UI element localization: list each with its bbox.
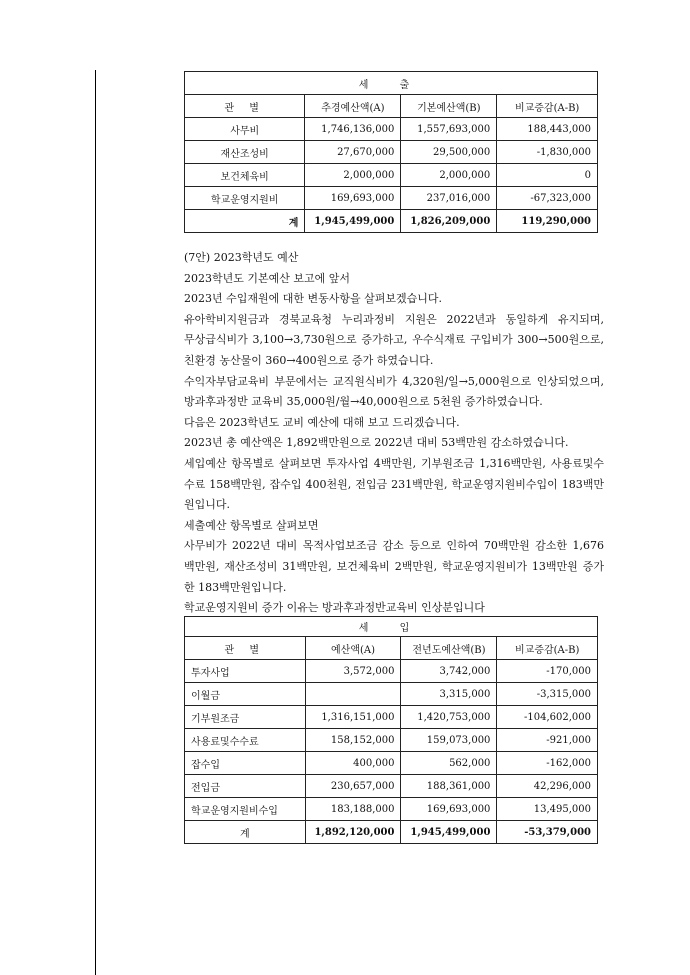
cell-value: 188,361,000 <box>401 775 497 798</box>
table-row <box>185 164 598 187</box>
revenue-table-header-row <box>185 637 598 660</box>
table-row <box>185 187 598 210</box>
table-row <box>185 729 598 752</box>
cell-value: -170,000 <box>497 660 598 683</box>
table-row <box>185 683 598 706</box>
expense-table-header-row <box>185 95 598 118</box>
cell-value: -162,000 <box>497 752 598 775</box>
left-margin-line <box>95 70 96 975</box>
cell-value: 183,188,000 <box>305 798 401 821</box>
section-heading: (7안) 2023학년도 예산 <box>184 251 299 264</box>
cell-value: 3,315,000 <box>401 683 497 706</box>
cell-value: 27,670,000 <box>305 141 401 164</box>
header-supplementary-budget: 추경예산액(A) <box>305 95 401 118</box>
paragraph-line: 세입예산 항목별로 살펴보면 투자사업 4백만원, 기부원조금 1,316백만원, 사용료및수 <box>184 456 604 470</box>
cell-value: 42,296,000 <box>497 775 598 798</box>
cell-value: 2,000,000 <box>305 164 401 187</box>
paragraph-line: 수료 158백만원, 잡수입 400천원, 전입금 231백만원, 학교운영지원비수입이 183백만 <box>184 477 604 491</box>
cell-value: 230,657,000 <box>305 775 401 798</box>
paragraph-line: 친환경 농산물이 360→400원으로 증가 하였습니다. <box>184 353 434 367</box>
header-difference: 비교증감(A-B) <box>497 637 598 660</box>
paragraph-line: 세출예산 항목별로 살펴보면 <box>184 518 319 532</box>
cell-value: -104,602,000 <box>497 706 598 729</box>
table-row <box>185 706 598 729</box>
row-label: 보건체육비 <box>185 164 305 187</box>
table-row <box>185 660 598 683</box>
cell-value: 1,316,151,000 <box>305 706 401 729</box>
total-value: 1,826,209,000 <box>401 210 497 233</box>
cell-value: -1,830,000 <box>497 141 598 164</box>
revenue-table-total-row <box>185 821 598 844</box>
paragraph-line: 다음은 2023학년도 교비 예산에 대해 보고 드리겠습니다. <box>184 415 460 429</box>
report-body-text <box>184 248 604 619</box>
paragraph-line: 수익자부담교육비 부문에서는 교직원식비가 4,320원/일→5,000원으로 인상되었으며, <box>184 374 604 388</box>
cell-value: 1,746,136,000 <box>305 118 401 141</box>
total-value: 1,945,499,000 <box>401 821 497 844</box>
cell-value: 159,073,000 <box>401 729 497 752</box>
table-row <box>185 775 598 798</box>
expense-table-total-row <box>185 210 598 233</box>
paragraph-line: 2023학년도 기본예산 보고에 앞서 <box>184 271 350 285</box>
cell-value: 1,557,693,000 <box>401 118 497 141</box>
row-label: 재산조성비 <box>185 141 305 164</box>
row-label: 기부원조금 <box>185 706 306 729</box>
total-label: 계 <box>185 821 306 844</box>
cell-value: 0 <box>497 164 598 187</box>
paragraph-line: 원입니다. <box>184 498 231 512</box>
paragraph-line: 무상급식비가 3,100→3,730원으로 증가하고, 우수식재료 구입비가 300→500원으로, <box>184 333 604 347</box>
cell-value: 3,742,000 <box>401 660 497 683</box>
expense-table-title-row <box>185 72 598 95</box>
row-label: 학교운영지원비수입 <box>185 798 306 821</box>
row-label: 잡수입 <box>185 752 306 775</box>
table-row <box>185 118 598 141</box>
cell-value: -3,315,000 <box>497 683 598 706</box>
row-label: 사용료및수수료 <box>185 729 306 752</box>
header-basic-budget: 기본예산액(B) <box>401 95 497 118</box>
total-value: 119,290,000 <box>497 210 598 233</box>
header-category: 관 별 <box>185 637 306 660</box>
total-value: 1,892,120,000 <box>305 821 401 844</box>
paragraph-line: 학교운영지원비 증가 이유는 방과후과정반교육비 인상분입니다 <box>184 601 485 615</box>
paragraph-line: 유아학비지원금과 경북교육청 누리과정비 지원은 2022년과 동일하게 유지되며, <box>184 312 604 326</box>
cell-value: 237,016,000 <box>401 187 497 210</box>
cell-value: 13,495,000 <box>497 798 598 821</box>
revenue-table <box>184 616 598 844</box>
cell-value: 3,572,000 <box>305 660 401 683</box>
row-label: 학교운영지원비 <box>185 187 305 210</box>
row-label: 이월금 <box>185 683 306 706</box>
paragraph-line: 2023년 총 예산액은 1,892백만원으로 2022년 대비 53백만원 감소하였습니다. <box>184 436 569 450</box>
cell-value: 2,000,000 <box>401 164 497 187</box>
expense-table <box>184 71 598 233</box>
header-category: 관 별 <box>185 95 305 118</box>
header-previous-budget: 전년도예산액(B) <box>401 637 497 660</box>
cell-value: 169,693,000 <box>305 187 401 210</box>
table-row <box>185 141 598 164</box>
row-label: 투자사업 <box>185 660 306 683</box>
cell-value: 562,000 <box>401 752 497 775</box>
cell-value: 29,500,000 <box>401 141 497 164</box>
row-label: 전입금 <box>185 775 306 798</box>
cell-value: -921,000 <box>497 729 598 752</box>
cell-value: 1,420,753,000 <box>401 706 497 729</box>
table-row <box>185 752 598 775</box>
paragraph-line: 사무비가 2022년 대비 목적사업보조금 감소 등으로 인하여 70백만원 감소한 1,676 <box>184 539 604 553</box>
row-label: 사무비 <box>185 118 305 141</box>
total-value: -53,379,000 <box>497 821 598 844</box>
expense-table-title: 세 출 <box>185 72 598 95</box>
total-label: 계 <box>185 210 305 233</box>
table-row <box>185 798 598 821</box>
cell-value: -67,323,000 <box>497 187 598 210</box>
cell-value: 158,152,000 <box>305 729 401 752</box>
revenue-table-title-row <box>185 617 598 637</box>
header-difference: 비교증감(A-B) <box>497 95 598 118</box>
revenue-table-title: 세 입 <box>185 617 598 637</box>
cell-value <box>305 683 401 706</box>
cell-value: 188,443,000 <box>497 118 598 141</box>
paragraph-line: 방과후과정반 교육비 35,000원/월→40,000원으로 5천원 증가하였습니다. <box>184 395 543 409</box>
paragraph-line: 백만원, 재산조성비 31백만원, 보건체육비 2백만원, 학교운영지원비가 13백만원 증가 <box>184 559 604 573</box>
total-value: 1,945,499,000 <box>305 210 401 233</box>
cell-value: 400,000 <box>305 752 401 775</box>
header-budget: 예산액(A) <box>305 637 401 660</box>
paragraph-line: 한 183백만원입니다. <box>184 580 287 594</box>
paragraph-line: 2023년 수입재원에 대한 변동사항을 살펴보겠습니다. <box>184 292 442 306</box>
cell-value: 169,693,000 <box>401 798 497 821</box>
